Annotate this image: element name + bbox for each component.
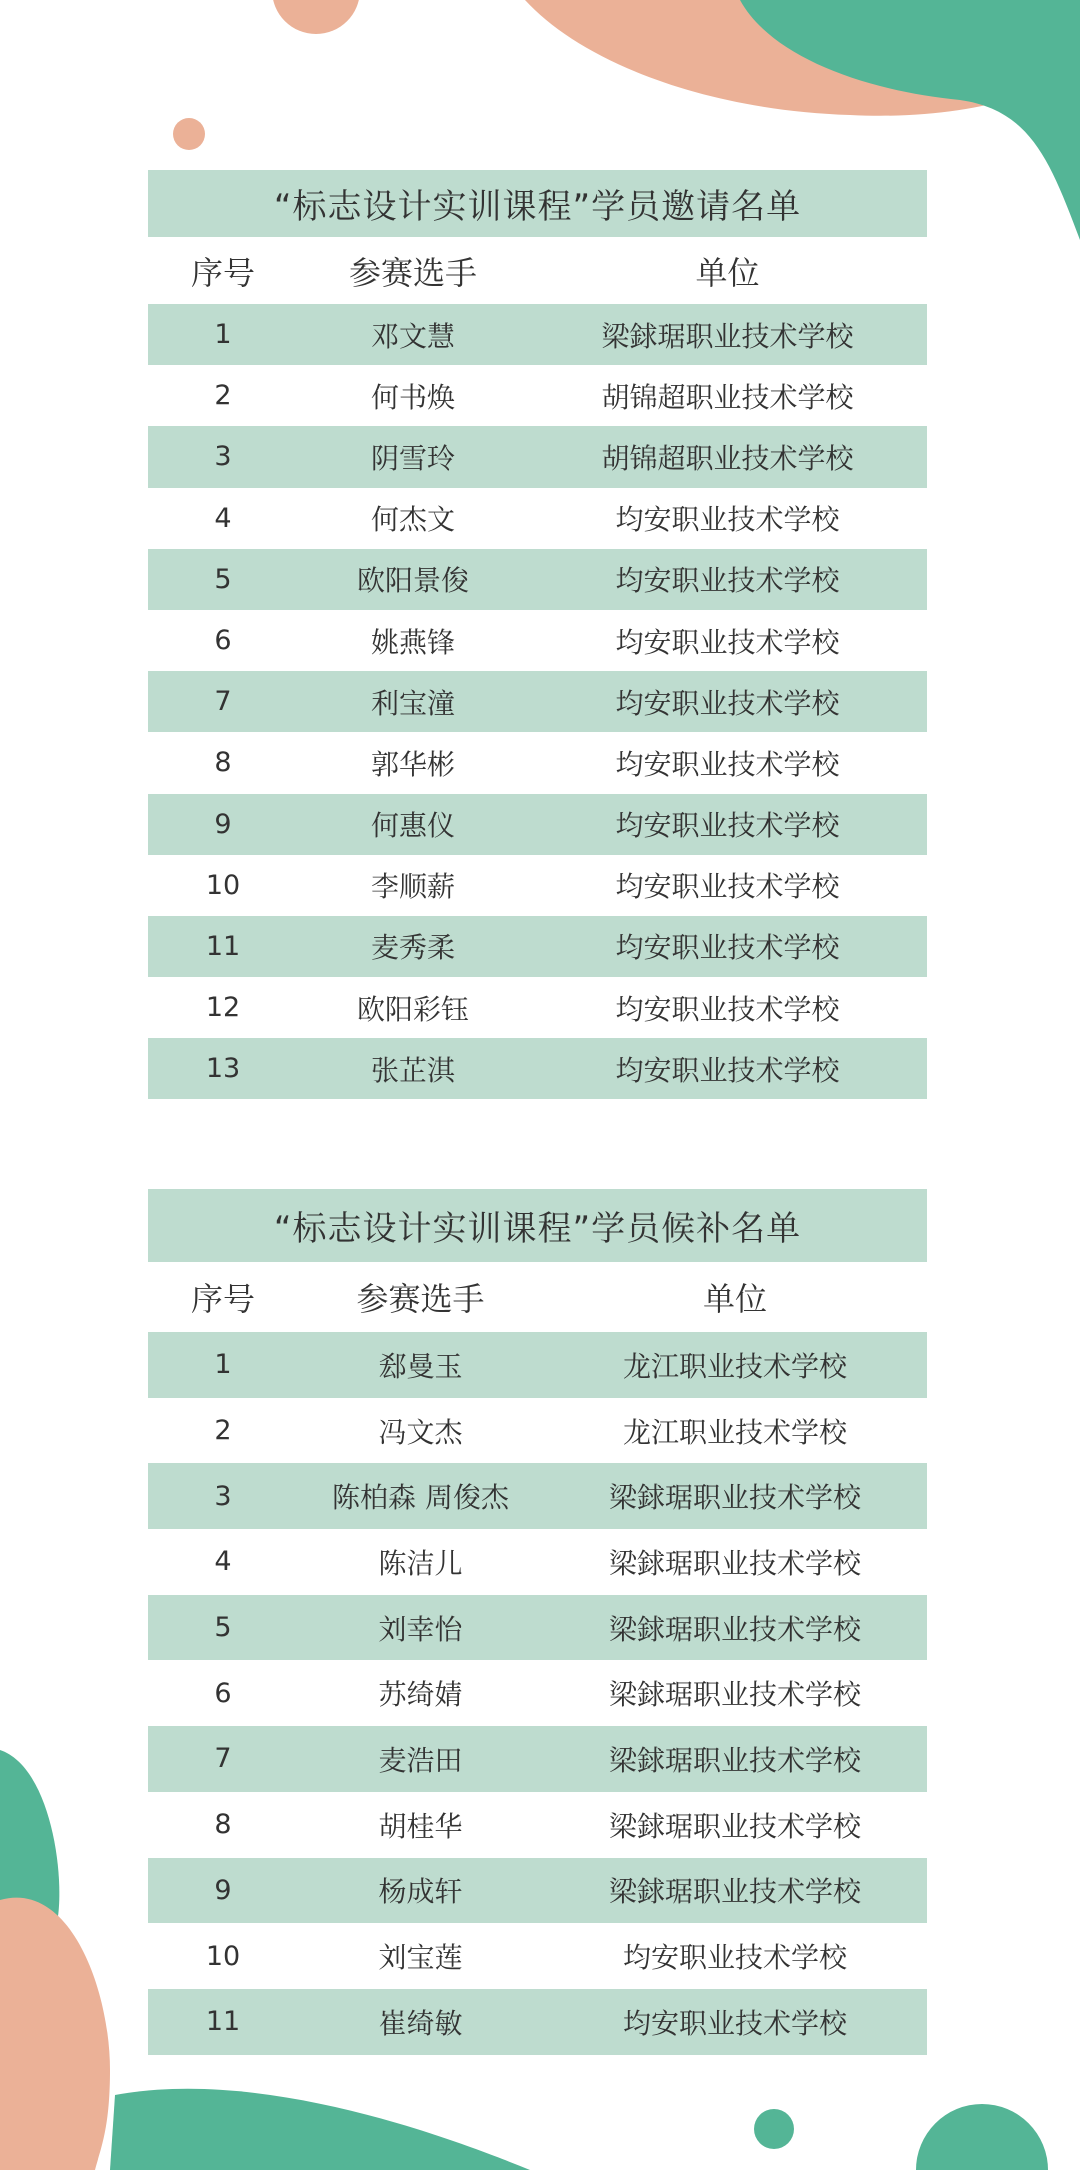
unit-cell: 均安职业技术学校 [622,1941,847,1975]
waitlist-table [148,1189,927,2055]
unit-cell: 均安职业技术学校 [615,564,840,598]
waitlist-title: “标志设计实训课程”学员候补名单 [148,1189,927,1262]
table-row [148,1858,927,1924]
table-row [148,1989,927,2055]
unit-cell: 胡锦超职业技术学校 [601,380,854,414]
serial-cell: 9 [214,1874,232,1906]
header-serial: 序号 [190,1280,255,1318]
table-row [148,855,927,916]
table-row [148,1038,927,1099]
unit-cell: 梁銶琚职业技术学校 [608,1743,861,1777]
contestant-cell: 欧阳彩钰 [356,992,469,1026]
contestant-cell: 何杰文 [370,503,455,537]
contestant-cell: 张芷淇 [370,1053,455,1087]
table-row [148,1529,927,1595]
table-row [148,304,927,365]
waitlist-header-row [148,1262,927,1332]
table-row [148,977,927,1038]
serial-cell: 7 [214,1743,232,1775]
unit-cell: 梁銶琚职业技术学校 [608,1612,861,1646]
contestant-cell: 郄曼玉 [378,1349,463,1383]
serial-cell: 4 [214,1546,232,1578]
unit-cell: 胡锦超职业技术学校 [601,441,854,475]
invite-rows [148,304,927,1099]
serial-cell: 6 [214,625,232,657]
table-row [148,1660,927,1726]
unit-cell: 梁銶琚职业技术学校 [608,1678,861,1712]
serial-cell: 5 [214,1612,232,1644]
serial-cell: 11 [205,2006,241,2038]
serial-cell: 12 [205,992,241,1024]
table-row [148,732,927,793]
serial-cell: 10 [205,1940,241,1972]
table-row [148,426,927,487]
bottom-left-salmon-blob [0,1898,110,2170]
contestant-cell: 杨成轩 [378,1875,463,1909]
contestant-cell: 胡桂华 [378,1809,463,1843]
serial-cell: 8 [214,747,232,779]
unit-cell: 梁銶琚职业技术学校 [608,1481,861,1515]
table-row [148,1923,927,1989]
serial-cell: 7 [214,686,232,718]
contestant-cell: 阴雪玲 [370,441,455,475]
unit-cell: 均安职业技术学校 [615,931,840,965]
unit-cell: 均安职业技术学校 [615,809,840,843]
invite-list-table [148,170,927,1099]
serial-cell: 13 [205,1053,241,1085]
table-row [148,610,927,671]
contestant-cell: 刘幸怡 [378,1612,463,1646]
unit-cell: 梁銶琚职业技术学校 [608,1546,861,1580]
contestant-cell: 何惠仪 [370,809,455,843]
table-row [148,549,927,610]
contestant-cell: 苏绮婧 [378,1678,463,1712]
table-row [148,794,927,855]
unit-cell: 梁銶琚职业技术学校 [608,1875,861,1909]
contestant-cell: 冯文杰 [378,1415,463,1449]
serial-cell: 3 [214,441,232,473]
contestant-cell: 姚燕锋 [370,625,455,659]
table-row [148,1726,927,1792]
waitlist-rows [148,1332,927,2055]
header-unit: 单位 [695,253,760,292]
contestant-cell: 陈柏森 周俊杰 [332,1481,509,1515]
bottom-teal-large-circle [916,2104,1048,2170]
small-salmon-dot [173,118,205,150]
header-serial: 序号 [190,253,255,292]
header-unit: 单位 [702,1280,767,1318]
bottom-teal-wave [110,2089,530,2170]
table-row [148,365,927,426]
serial-cell: 2 [214,1415,232,1447]
serial-cell: 9 [214,808,232,840]
serial-cell: 1 [214,319,232,351]
table-row [148,488,927,549]
contestant-cell: 麦浩田 [378,1743,463,1777]
contestant-cell: 何书焕 [370,380,455,414]
serial-cell: 1 [214,1349,232,1381]
unit-cell: 均安职业技术学校 [615,992,840,1026]
unit-cell: 龙江职业技术学校 [622,1349,847,1383]
serial-cell: 2 [214,380,232,412]
contestant-cell: 李顺薪 [370,870,455,904]
table-row [148,1595,927,1661]
invite-header-row [148,237,927,304]
unit-cell: 均安职业技术学校 [615,625,840,659]
serial-cell: 4 [214,502,232,534]
unit-cell: 均安职业技术学校 [615,503,840,537]
serial-cell: 11 [205,930,241,962]
table-row [148,1463,927,1529]
contestant-cell: 欧阳景俊 [356,564,469,598]
contestant-cell: 麦秀柔 [370,931,455,965]
unit-cell: 均安职业技术学校 [615,747,840,781]
serial-cell: 5 [214,563,232,595]
table-row [148,671,927,732]
serial-cell: 8 [214,1809,232,1841]
serial-cell: 6 [214,1677,232,1709]
unit-cell: 龙江职业技术学校 [622,1415,847,1449]
table-row [148,1398,927,1464]
bottom-teal-small-circle [754,2109,794,2149]
contestant-cell: 刘宝莲 [378,1941,463,1975]
unit-cell: 梁銶琚职业技术学校 [601,319,854,353]
header-contestant: 参赛选手 [356,1280,485,1318]
unit-cell: 均安职业技术学校 [615,1053,840,1087]
serial-cell: 10 [205,869,241,901]
contestant-cell: 陈洁儿 [378,1546,463,1580]
contestant-cell: 郭华彬 [370,747,455,781]
header-contestant: 参赛选手 [348,253,477,292]
contestant-cell: 崔绮敏 [378,2006,463,2040]
top-salmon-half-circle [272,0,360,34]
table-row [148,1792,927,1858]
unit-cell: 均安职业技术学校 [615,686,840,720]
contestant-cell: 邓文慧 [370,319,455,353]
unit-cell: 均安职业技术学校 [622,2006,847,2040]
invite-list-title: “标志设计实训课程”学员邀请名单 [148,170,927,237]
unit-cell: 梁銶琚职业技术学校 [608,1809,861,1843]
contestant-cell: 利宝潼 [370,686,455,720]
table-row [148,916,927,977]
serial-cell: 3 [214,1480,232,1512]
table-row [148,1332,927,1398]
unit-cell: 均安职业技术学校 [615,870,840,904]
